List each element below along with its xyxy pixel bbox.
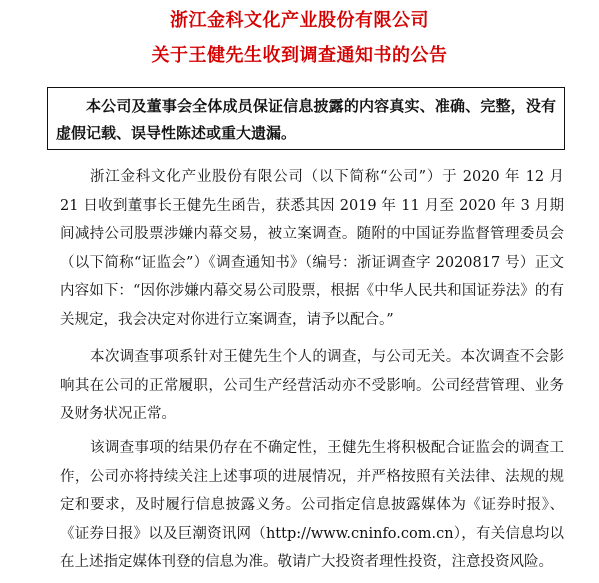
body-paragraph-2: 本次调查事项系针对王健先生个人的调查，与公司无关。本次调查不会影响其在公司的正常履职，公司生产经营活动亦不受影响。公司经营管理、业务及财务状况正常。: [60, 349, 564, 422]
disclosure-notice-box: [47, 87, 565, 150]
company-name-title: 浙江金科文化产业股份有限公司: [170, 10, 429, 31]
body-paragraph-1: 浙江金科文化产业股份有限公司（以下简称“公司”）于 2020 年 12 月 21 日收到董事长王健先生函告，获悉其因 2019 年 11 月至 2020 年 3 月期间减持公司股票涉嫌内幕交易，被立案调查。随附的中国证券监督管理委员会（以下简称“证监会”）《调查通知书》（编号：浙证调查字 2020817 号）正文内容如下：“因你涉嫌内幕交易公司股票，根据《中华人民共和国证券法》的有关规定，我会决定对你进行立案调查，请予以配合。”: [60, 169, 564, 328]
disclosure-notice-text: 本公司及董事会全体成员保证信息披露的内容真实、准确、完整，没有虚假记载、误导性陈述或重大遗漏。: [56, 97, 556, 142]
announcement-title: 关于王健先生收到调查通知书的公告: [151, 45, 448, 66]
body-paragraph-3: 该调查事项的结果仍存在不确定性，王健先生将积极配合证监会的调查工作，公司亦将持续关注上述事项的进展情况，并严格按照有关法律、法规的规定和要求，及时履行信息披露义务。公司指定信息披露媒体为《证券时报》、《证券日报》以及巨潮资讯网（http://www.cninfo.com.cn），有关信息均以在上述指定媒体刊登的信息为准。敬请广大投资者理性投资，注意投资风险。: [60, 440, 564, 570]
